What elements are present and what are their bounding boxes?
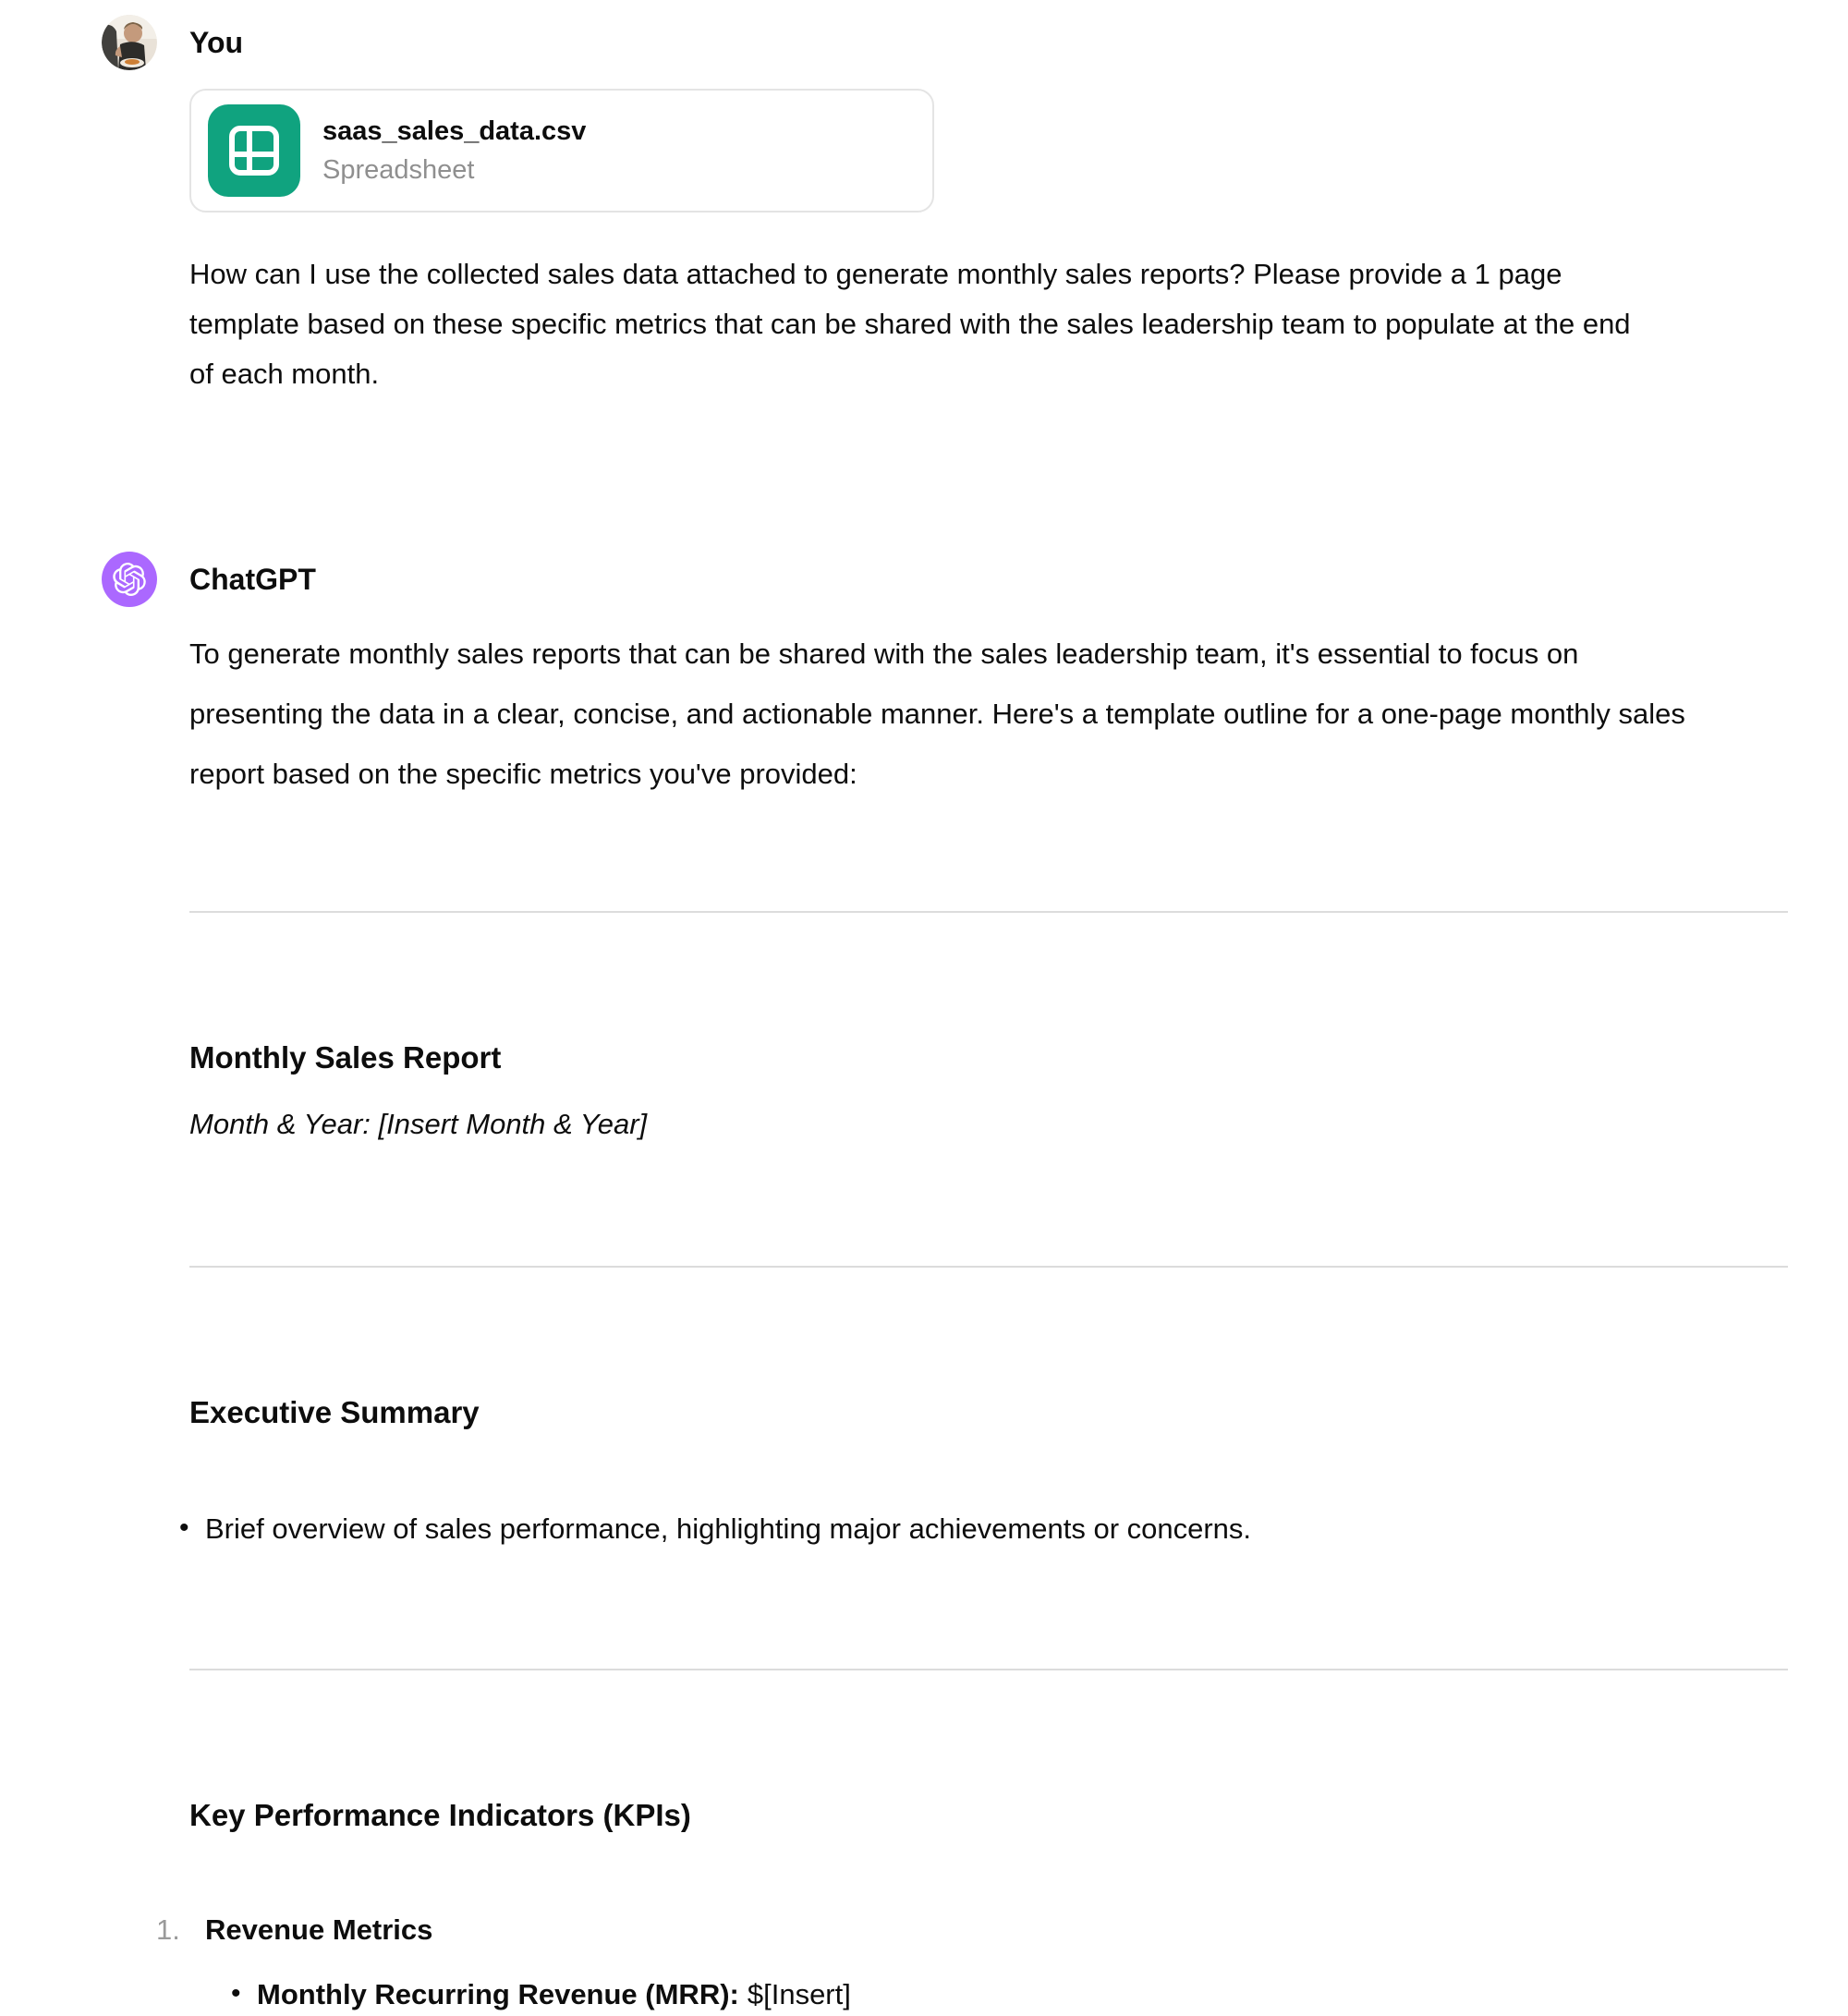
user-turn [102, 15, 1848, 428]
chatgpt-avatar [102, 552, 157, 607]
spreadsheet-icon [208, 104, 300, 197]
user-avatar [102, 15, 157, 70]
report-subtitle-text: Month & Year: [Insert Month & Year] [189, 1108, 648, 1140]
executive-summary-heading: Executive Summary [189, 1395, 480, 1429]
divider [189, 1669, 1788, 1670]
file-kind: Spreadsheet [322, 155, 475, 185]
file-attachment-card[interactable] [189, 89, 934, 213]
list-item [156, 1909, 1788, 2016]
assistant-name-label: ChatGPT [189, 563, 316, 596]
assistant-content [156, 552, 1788, 2016]
user-avatar-photo [102, 15, 157, 70]
assistant-turn [102, 552, 1848, 2016]
user-name-label: You [189, 26, 244, 59]
list-item [257, 1973, 1788, 2016]
user-content [189, 15, 1788, 428]
kpi-ordered-list [156, 1909, 1788, 2016]
kpis-heading: Key Performance Indicators (KPIs) [189, 1798, 691, 1832]
divider [189, 911, 1788, 913]
kpi-sub-list [241, 1973, 1788, 2016]
divider [189, 1266, 1788, 1268]
report-title-heading: Monthly Sales Report [189, 1040, 502, 1075]
mrr-value: $[Insert] [747, 1978, 851, 2010]
mrr-label: Monthly Recurring Revenue (MRR): [257, 1978, 739, 2010]
conversation [0, 15, 1848, 2016]
list-item: • Brief overview of sales performance, highlighting major achievements or concerns. [205, 1508, 1788, 1550]
kpi-item-label: Revenue Metrics [205, 1913, 433, 1946]
list-number: 1. [156, 1913, 180, 1946]
file-meta [322, 115, 586, 186]
user-message-text: How can I use the collected sales data attached to generate monthly sales reports? Please provide a 1 page template based on these specific metrics that can be shared with the sales leadership team to populate at the end of each month. [189, 258, 1631, 390]
file-name: saas_sales_data.csv [322, 116, 587, 146]
openai-logo-icon [113, 563, 146, 596]
assistant-intro-text: To generate monthly sales reports that can be shared with the sales leadership team, it's essential to focus on presenting the data in a clear, concise, and actionable manner. Here's a template outline for a one-page monthly sales report based on the specific metrics you've provided: [189, 638, 1685, 790]
executive-summary-list [189, 1508, 1788, 1550]
